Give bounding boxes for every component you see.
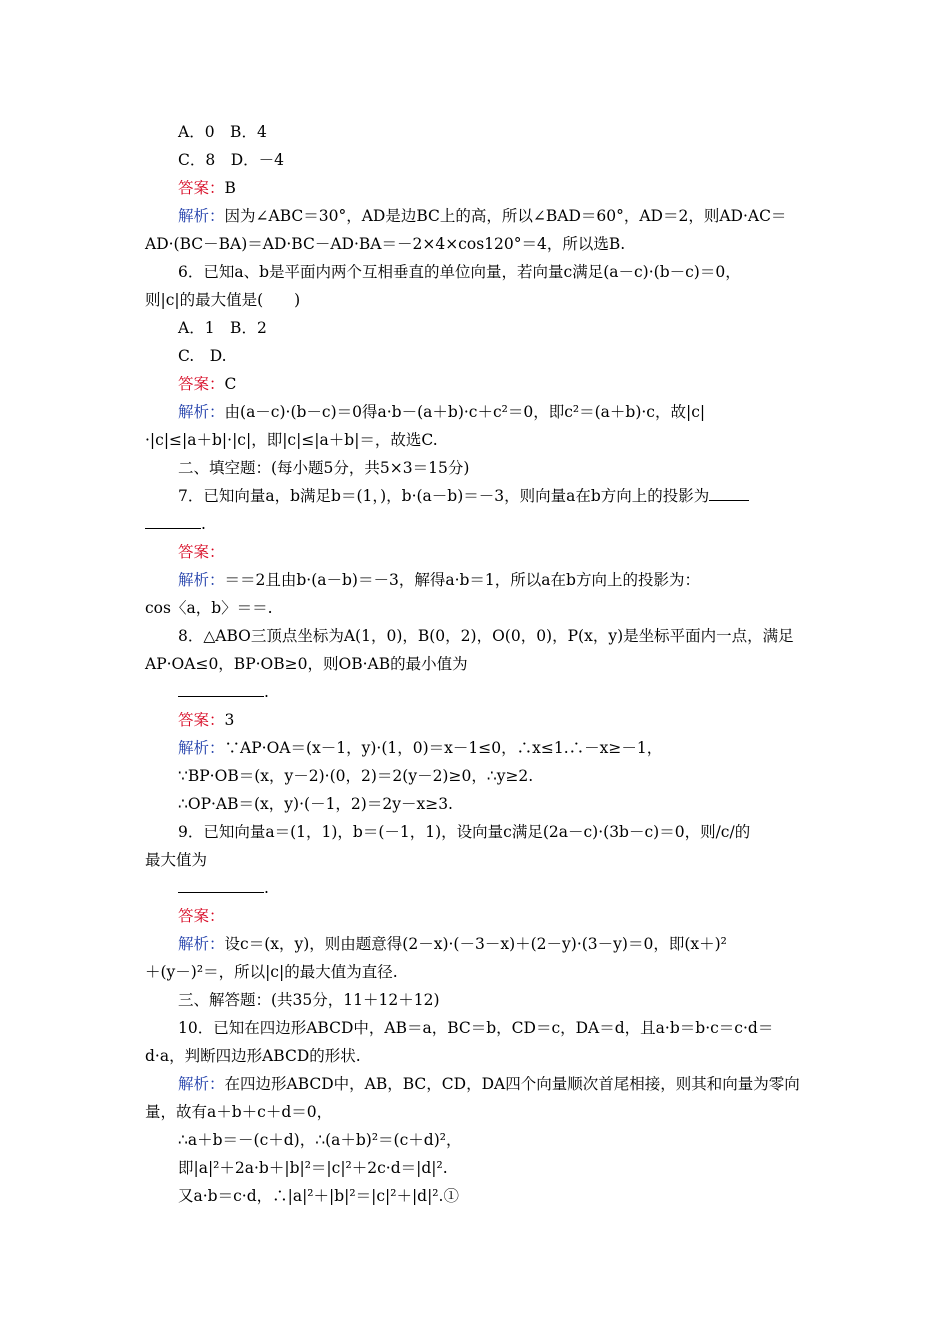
text-line: C. D. bbox=[178, 347, 227, 365]
text-line: AP·OA≤0，BP·OB≥0，则OB·AB的最小值为 bbox=[145, 655, 468, 673]
analysis-line: 解析：设c＝(x，y)，则由题意得(2－x)·(－3－x)＋(2－y)·(3－y)＝0，即(x＋)² bbox=[178, 935, 727, 953]
text-line: AD·(BC－BA)＝AD·BC－AD·BA＝－2×4×cos120°＝4，所以选B. bbox=[145, 235, 626, 253]
text-line: C．8 D．－4 bbox=[178, 151, 285, 169]
question-line: 9．已知向量a＝(1，1)，b＝(－1，1)，设向量c满足(2a－c)·(3b－c)＝0，则/c/的 bbox=[178, 823, 751, 841]
text-line: ∴OP·AB＝(x，y)·(－1，2)＝2y－x≥3. bbox=[178, 795, 453, 813]
answer-blank bbox=[178, 878, 264, 893]
text-line: A．1 B．2 bbox=[178, 319, 267, 337]
question-line: 10．已知在四边形ABCD中，AB＝a，BC＝b，CD＝c，DA＝d，且a·b＝b·c＝c·d＝ bbox=[178, 1019, 774, 1037]
text-line: . bbox=[178, 678, 269, 706]
answer-line bbox=[178, 538, 225, 566]
answer-label: 答案： bbox=[178, 543, 225, 561]
analysis-label: 解析： bbox=[178, 571, 225, 589]
analysis-line: 解析：∵AP·OA＝(x－1，y)·(1，0)＝x－1≤0，∴x≤1.∴－x≥－1， bbox=[178, 739, 663, 757]
answer-line: 答案：B bbox=[178, 179, 236, 197]
text-line: . bbox=[145, 510, 206, 538]
section-heading: 二、填空题：(每小题5分，共5×3＝15分) bbox=[178, 459, 470, 477]
answer-line: 答案：C bbox=[178, 375, 237, 393]
answer-label: 答案： bbox=[178, 907, 225, 925]
text-line: d·a，判断四边形ABCD的形状. bbox=[145, 1047, 361, 1065]
answer-blank bbox=[709, 486, 749, 501]
analysis-line: 解析：因为∠ABC＝30°，AD是边BC上的高，所以∠BAD＝60°，AD＝2，则AD·AC＝ bbox=[178, 207, 787, 225]
question-line: 6．已知a、b是平面内两个互相垂直的单位向量，若向量c满足(a－c)·(b－c)＝0， bbox=[178, 263, 741, 281]
analysis-label: 解析： bbox=[178, 1075, 225, 1093]
text-line: cos〈a，b〉＝＝. bbox=[145, 599, 273, 617]
text-line: 最大值为 bbox=[145, 851, 208, 869]
text-line: ∵BP·OB＝(x，y－2)·(0，2)＝2(y－2)≥0，∴y≥2. bbox=[178, 767, 534, 785]
analysis-line: 解析：在四边形ABCD中，AB，BC，CD，DA四个向量顺次首尾相接，则其和向量为零向 bbox=[178, 1075, 800, 1093]
answer-line: 答案：3 bbox=[178, 711, 235, 729]
answer-label: 答案： bbox=[178, 711, 225, 729]
analysis-line: 解析：由(a－c)·(b－c)＝0得a·b－(a＋b)·c＋c²＝0，即c²＝(a＋b)·c，故|c| bbox=[178, 403, 706, 421]
answer-label: 答案： bbox=[178, 179, 225, 197]
text-line: 量，故有a＋b＋c＋d＝0， bbox=[145, 1103, 333, 1121]
text-line: 则|c|的最大值是( ) bbox=[145, 291, 301, 309]
answer-line bbox=[178, 902, 225, 930]
analysis-label: 解析： bbox=[178, 739, 225, 757]
question-line: 8．△ABO三顶点坐标为A(1，0)，B(0，2)，O(0，0)，P(x，y)是坐标平面内一点，满足 bbox=[178, 627, 794, 645]
answer-label: 答案： bbox=[178, 375, 225, 393]
analysis-label: 解析： bbox=[178, 207, 225, 225]
analysis-label: 解析： bbox=[178, 403, 225, 421]
answer-blank bbox=[145, 514, 201, 529]
text-line: ＋(y－)²＝，所以|c|的最大值为直径. bbox=[145, 963, 398, 981]
answer-blank bbox=[178, 682, 264, 697]
text-line: A．0 B．4 bbox=[178, 123, 267, 141]
analysis-line: 解析：＝＝2且由b·(a－b)＝－3，解得a·b＝1，所以a在b方向上的投影为： bbox=[178, 571, 700, 589]
text-line: 即|a|²＋2a·b＋|b|²＝|c|²＋2c·d＝|d|². bbox=[178, 1159, 448, 1177]
text-line: 又a·b＝c·d，∴|a|²＋|b|²＝|c|²＋|d|².① bbox=[178, 1187, 459, 1205]
text-line: ∴a＋b＝－(c＋d)，∴(a＋b)²＝(c＋d)²， bbox=[178, 1131, 462, 1149]
analysis-label: 解析： bbox=[178, 935, 225, 953]
section-heading: 三、解答题：(共35分，11＋12＋12) bbox=[178, 991, 440, 1009]
text-line: ·|c|≤|a＋b|·|c|，即|c|≤|a＋b|＝，故选C. bbox=[145, 431, 438, 449]
question-line: 7．已知向量a，b满足b＝(1，)，b·(a－b)＝－3，则向量a在b方向上的投影为 bbox=[178, 482, 749, 510]
text-line: . bbox=[178, 874, 269, 902]
